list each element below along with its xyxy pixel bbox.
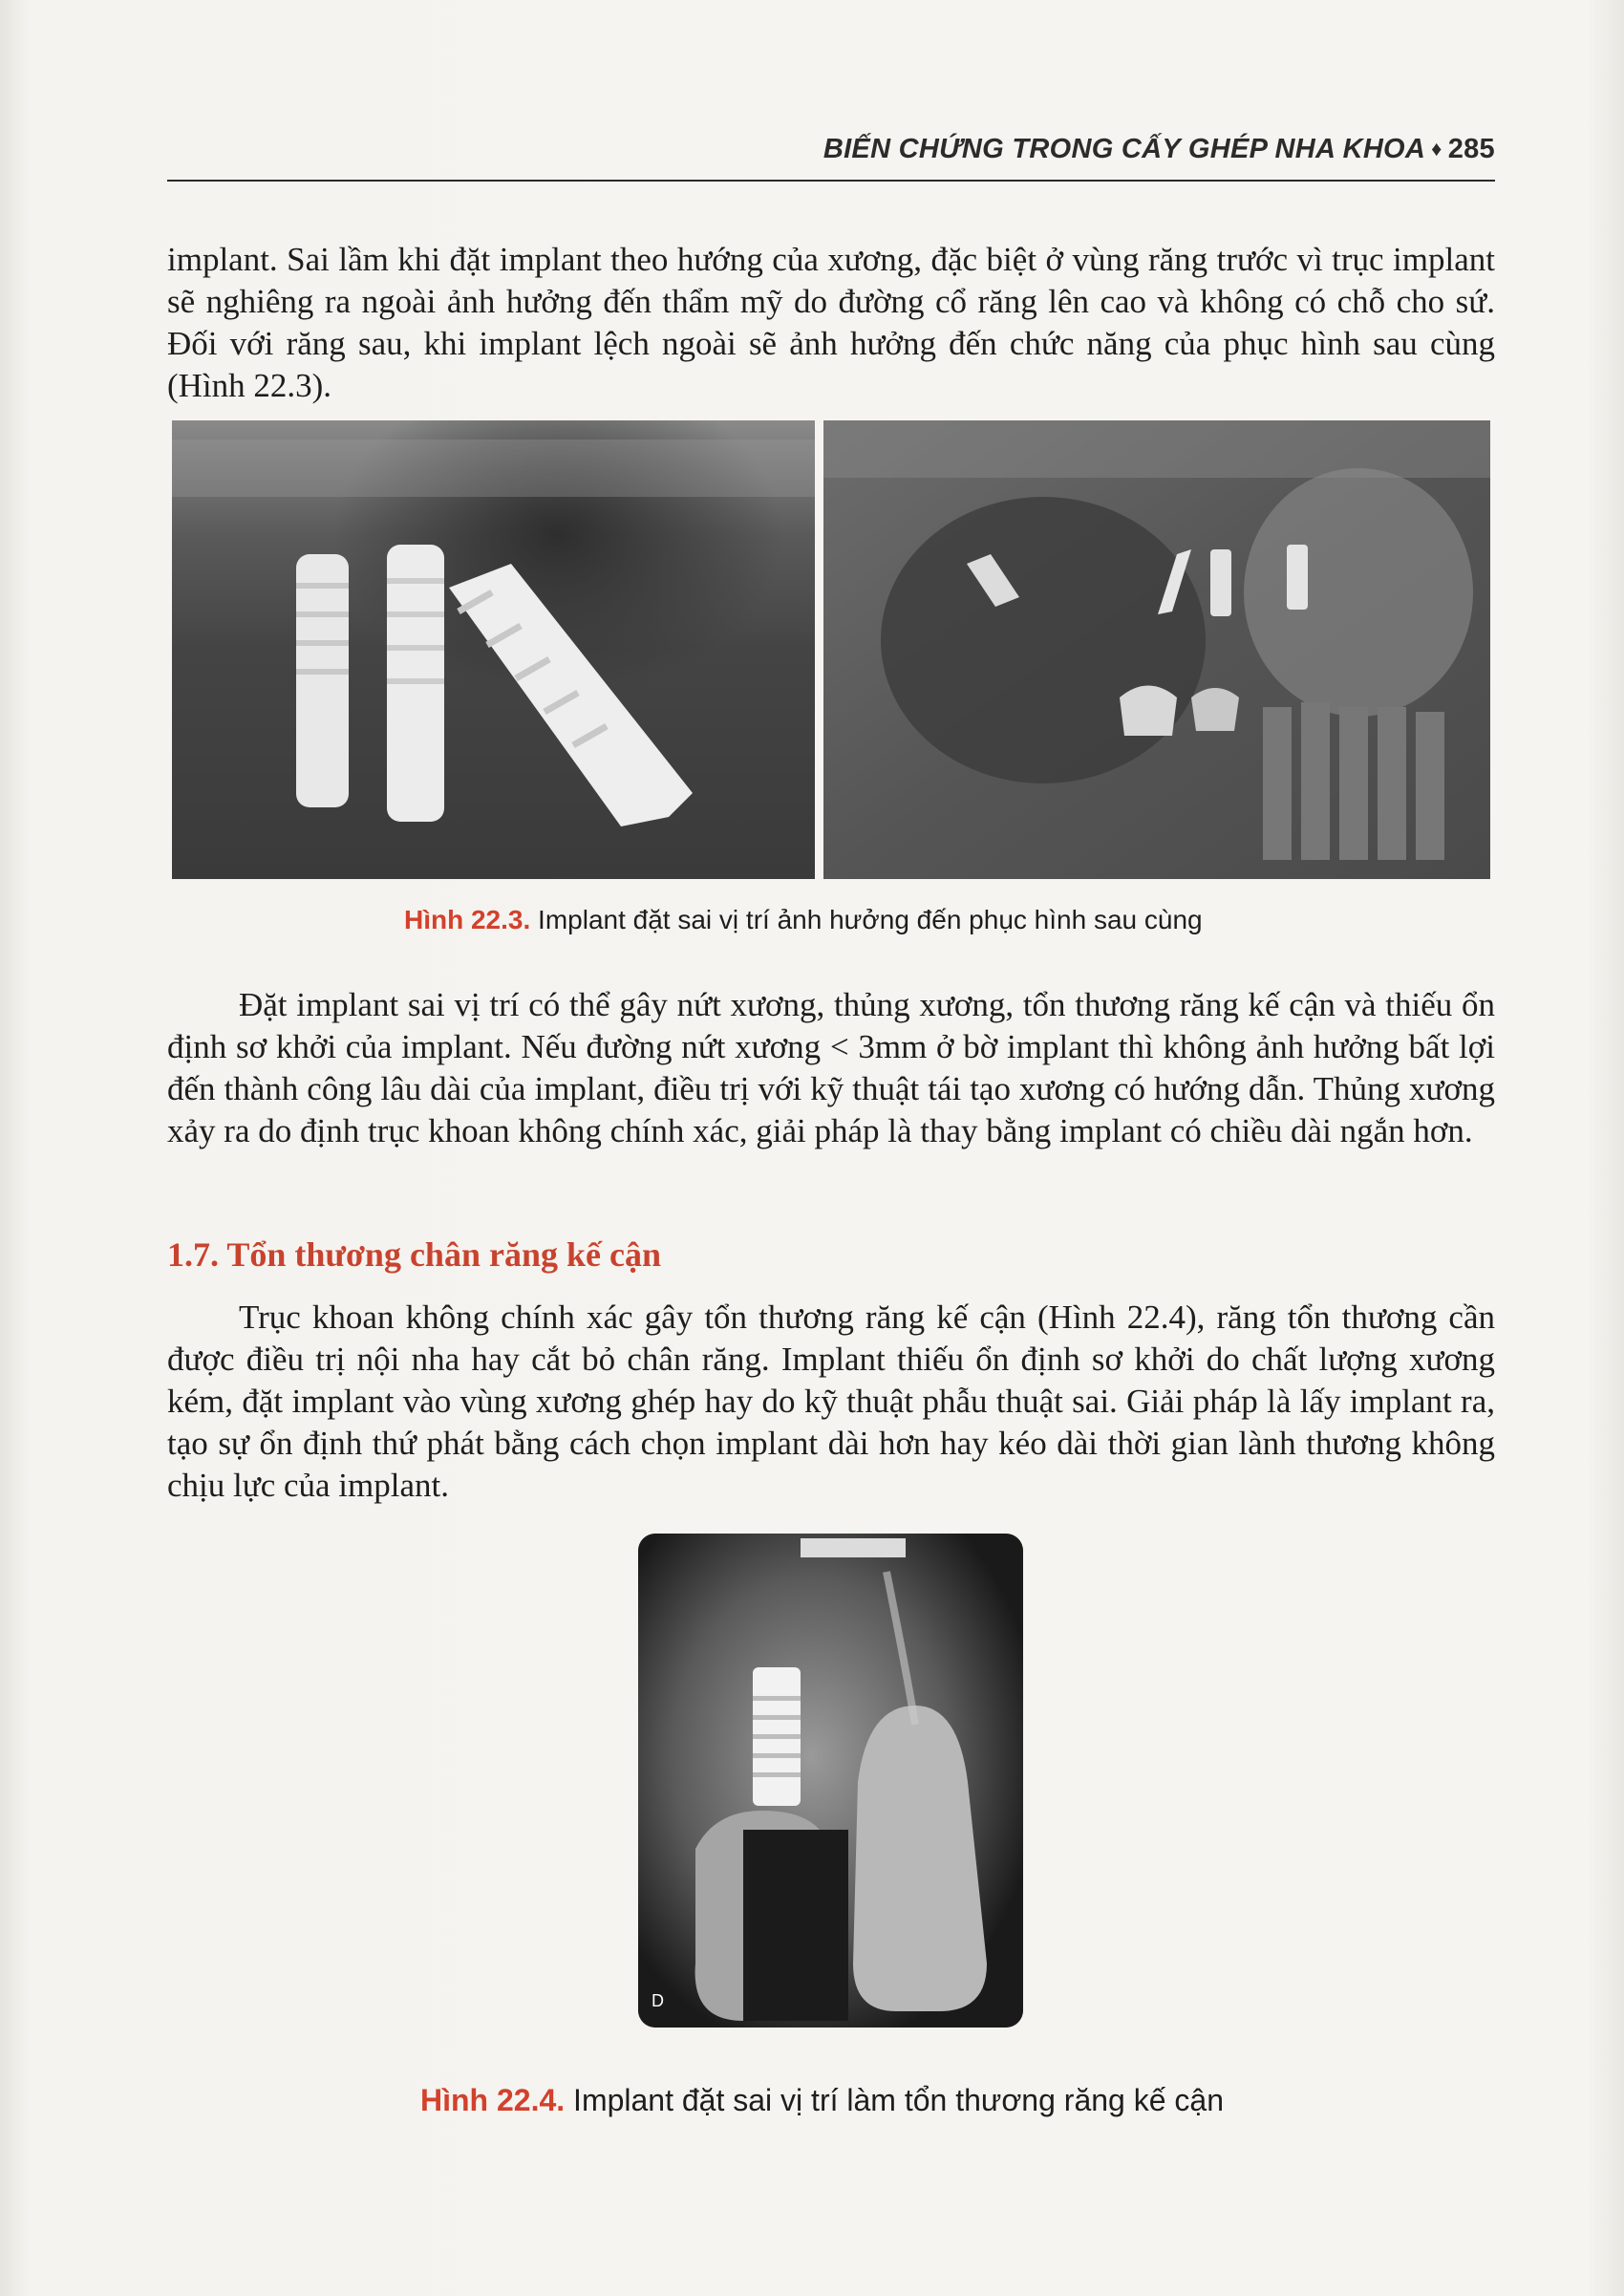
figure-22-3-left-image [172,420,815,879]
xray-orientation-marker: D [652,1991,664,2010]
page-number: 285 [1447,134,1495,164]
diamond-icon: ♦ [1431,137,1442,161]
xray-implant-adjacent-tooth [638,1534,1023,2028]
running-header [167,124,1495,182]
paragraph-2: Đặt implant sai vị trí có thể gây nứt xương, thủng xương, tổn thương răng kế cận và thiếu ổn định sơ khởi của implant. Nếu đường nứt xương < 3mm ở bờ implant thì không ảnh hưởng bất lợi đến thành công lâu dài của implant, điều trị với kỹ thuật tái tạo xương có hướng dẫn. Thủng xương xảy ra do định trục khoan không chính xác, giải pháp là thay bằng implant có chiều dài ngắn hơn. [167,986,1495,1149]
figure-22-3-caption [404,905,1203,935]
figure-22-3-right-image [823,420,1490,879]
header-title: BIẾN CHỨNG TRONG CẤY GHÉP NHA KHOA [823,134,1426,164]
paragraph-1: implant. Sai lầm khi đặt implant theo hướng của xương, đặc biệt ở vùng răng trước vì trục implant sẽ nghiêng ra ngoài ảnh hưởng đến thẩm mỹ do đường cổ răng lên cao và không có chỗ cho sứ. Đối với răng sau, khi implant lệch ngoài sẽ ảnh hưởng đến chức năng của phục hình sau cùng (Hình 22.3). [167,241,1495,404]
figure-22-3-label: Hình 22.3. [404,905,531,934]
header-text [823,134,1495,165]
figure-22-4-caption-text: Implant đặt sai vị trí làm tổn thương răng kế cận [573,2083,1224,2117]
figure-22-4-label: Hình 22.4. [420,2083,566,2117]
figure-22-4-image [638,1534,1023,2028]
xray-implants-left [172,420,815,879]
section-heading: 1.7. Tổn thương chân răng kế cận [167,1235,661,1274]
figure-22-4-caption [420,2083,1224,2118]
figure-22-3-caption-text: Implant đặt sai vị trí ảnh hưởng đến phục hình sau cùng [538,905,1203,934]
xray-implants-right [823,420,1490,879]
paragraph-3: Trục khoan không chính xác gây tổn thương răng kế cận (Hình 22.4), răng tổn thương cần được điều trị nội nha hay cắt bỏ chân răng. Implant thiếu ổn định sơ khởi do chất lượng xương kém, đặt implant vào vùng xương ghép hay do kỹ thuật phẫu thuật sai. Giải pháp là lấy implant ra, tạo sự ổn định thứ phát bằng cách chọn implant dài hơn hay kéo dài thời gian lành thương không chịu lực của implant. [167,1298,1495,1504]
